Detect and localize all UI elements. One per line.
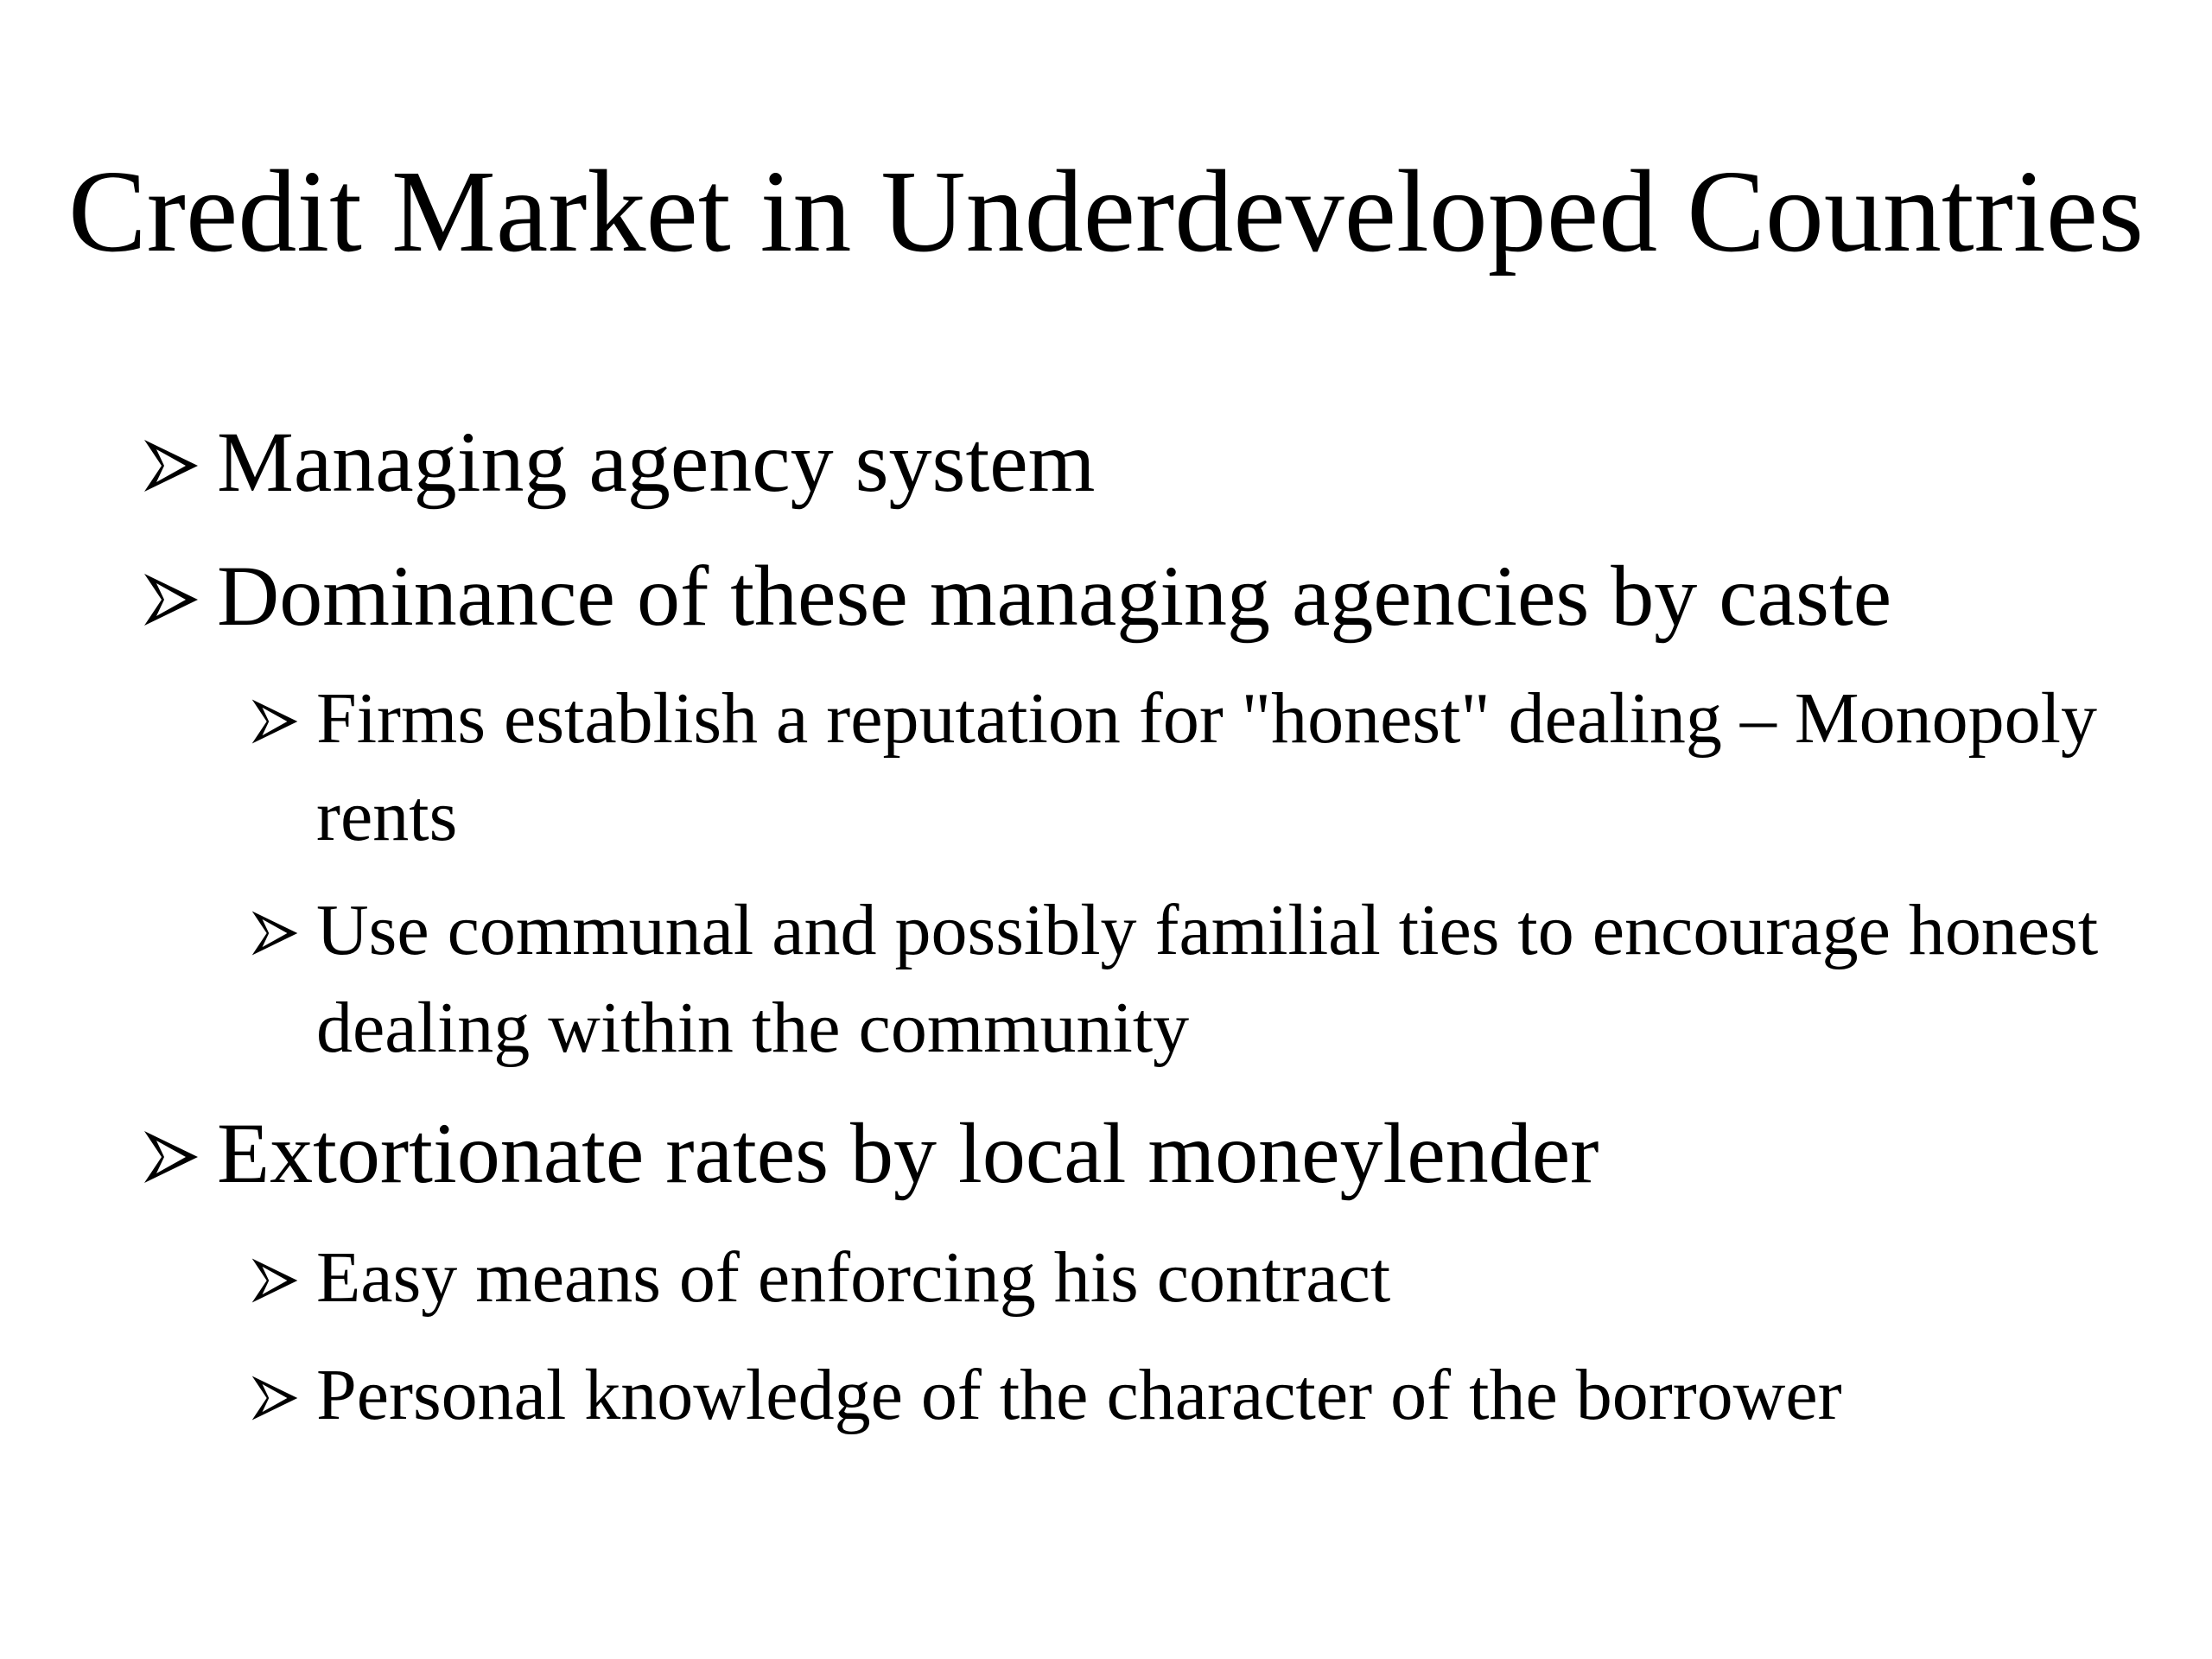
bullet-item (143, 1106, 2130, 1201)
arrowhead-bullet-icon (251, 1229, 316, 1326)
bullet-text: Managing agency system (217, 414, 1096, 510)
sub-bullet-text: Easy means of enforcing his contract (316, 1237, 1391, 1318)
arrowhead-bullet-icon (143, 415, 217, 510)
arrowhead-bullet-icon (251, 1346, 316, 1444)
sub-bullet-item (251, 1346, 2108, 1444)
slide-title: Credit Market in Underdeveloped Countries (67, 147, 2145, 276)
arrowhead-bullet-icon (143, 1106, 217, 1201)
sub-bullet-item (251, 670, 2108, 865)
sub-bullet-text: Personal knowledge of the character of the borrower (316, 1355, 1842, 1435)
bullet-text: Extortionate rates by local moneylender (217, 1105, 1599, 1201)
arrowhead-bullet-icon (251, 881, 316, 979)
bullet-item (143, 415, 2130, 510)
arrowhead-bullet-icon (251, 670, 316, 767)
bullet-text: Dominance of these managing agencies by caste (217, 548, 1892, 644)
sub-bullet-item (251, 881, 2108, 1077)
bullet-item (143, 549, 2130, 644)
sub-bullet-item (251, 1229, 2108, 1326)
sub-bullet-text: Firms establish a reputation for "honest" dealing – Monopoly rents (316, 678, 2097, 856)
arrowhead-bullet-icon (143, 549, 217, 644)
sub-bullet-text: Use communal and possibly familial ties to encourage honest dealing within the community (316, 890, 2099, 1068)
